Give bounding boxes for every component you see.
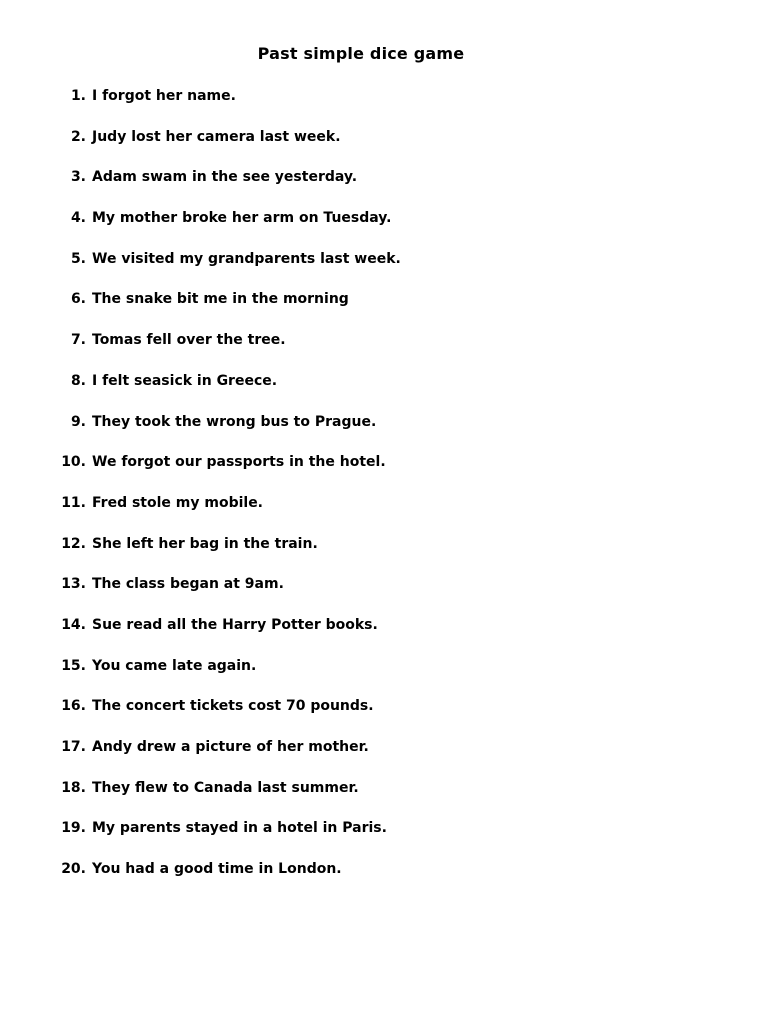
item-text: You had a good time in London. xyxy=(92,861,342,878)
list-item xyxy=(0,249,768,290)
item-text: We visited my grandparents last week. xyxy=(92,250,401,267)
item-number: 3. xyxy=(70,169,86,186)
item-text: We forgot our passports in the hotel. xyxy=(92,454,386,471)
item-text: Judy lost her camera last week. xyxy=(92,128,341,145)
item-text: You came late again. xyxy=(92,657,257,674)
item-text: I felt seasick in Greece. xyxy=(92,372,278,389)
item-text: I forgot her name. xyxy=(92,88,236,104)
item-number: 15. xyxy=(61,657,86,674)
item-number: 10. xyxy=(61,454,86,471)
list-item xyxy=(0,289,768,330)
item-number: 2. xyxy=(70,128,86,145)
item-number: 1. xyxy=(70,88,86,104)
list-item xyxy=(0,493,768,534)
list-item xyxy=(0,86,768,127)
item-text: She left her bag in the train. xyxy=(92,535,318,552)
item-number: 8. xyxy=(70,372,86,389)
item-number: 6. xyxy=(70,291,86,308)
item-text: The class began at 9am. xyxy=(92,576,284,593)
item-number: 11. xyxy=(61,494,86,511)
item-number: 14. xyxy=(61,616,86,633)
item-text: They flew to Canada last summer. xyxy=(92,779,359,796)
item-text: Tomas fell over the tree. xyxy=(92,332,286,349)
list-item xyxy=(0,574,768,615)
item-text: Adam swam in the see yesterday. xyxy=(92,169,358,186)
item-number: 17. xyxy=(61,739,86,755)
item-text: My parents stayed in a hotel in Paris. xyxy=(92,820,387,837)
item-number: 13. xyxy=(61,576,86,593)
item-number: 16. xyxy=(61,698,86,715)
item-number: 19. xyxy=(61,820,86,837)
list-item xyxy=(0,452,768,493)
sentence-list xyxy=(0,86,768,900)
list-item xyxy=(0,330,768,371)
item-number: 4. xyxy=(70,210,86,227)
list-item xyxy=(0,615,768,656)
item-number: 7. xyxy=(70,332,86,349)
item-text: They took the wrong bus to Prague. xyxy=(92,413,377,430)
list-item xyxy=(0,859,768,900)
item-number: 20. xyxy=(61,861,86,878)
list-item xyxy=(0,167,768,208)
list-item xyxy=(0,371,768,412)
list-item xyxy=(0,778,768,819)
item-text: Fred stole my mobile. xyxy=(92,494,264,511)
item-text: My mother broke her arm on Tuesday. xyxy=(92,210,392,227)
list-item xyxy=(0,208,768,249)
list-item xyxy=(0,412,768,453)
page-title: Past simple dice game xyxy=(257,44,465,63)
list-item xyxy=(0,737,768,778)
item-number: 12. xyxy=(61,535,86,552)
item-number: 9. xyxy=(70,413,86,430)
list-item xyxy=(0,127,768,168)
list-item xyxy=(0,656,768,697)
list-item xyxy=(0,818,768,859)
item-number: 18. xyxy=(61,779,86,796)
item-number: 5. xyxy=(70,250,86,267)
item-text: Andy drew a picture of her mother. xyxy=(92,739,369,755)
item-text: The snake bit me in the morning xyxy=(92,291,349,308)
item-text: Sue read all the Harry Potter books. xyxy=(92,616,378,633)
list-item xyxy=(0,696,768,737)
item-text: The concert tickets cost 70 pounds. xyxy=(92,698,374,715)
list-item xyxy=(0,534,768,575)
